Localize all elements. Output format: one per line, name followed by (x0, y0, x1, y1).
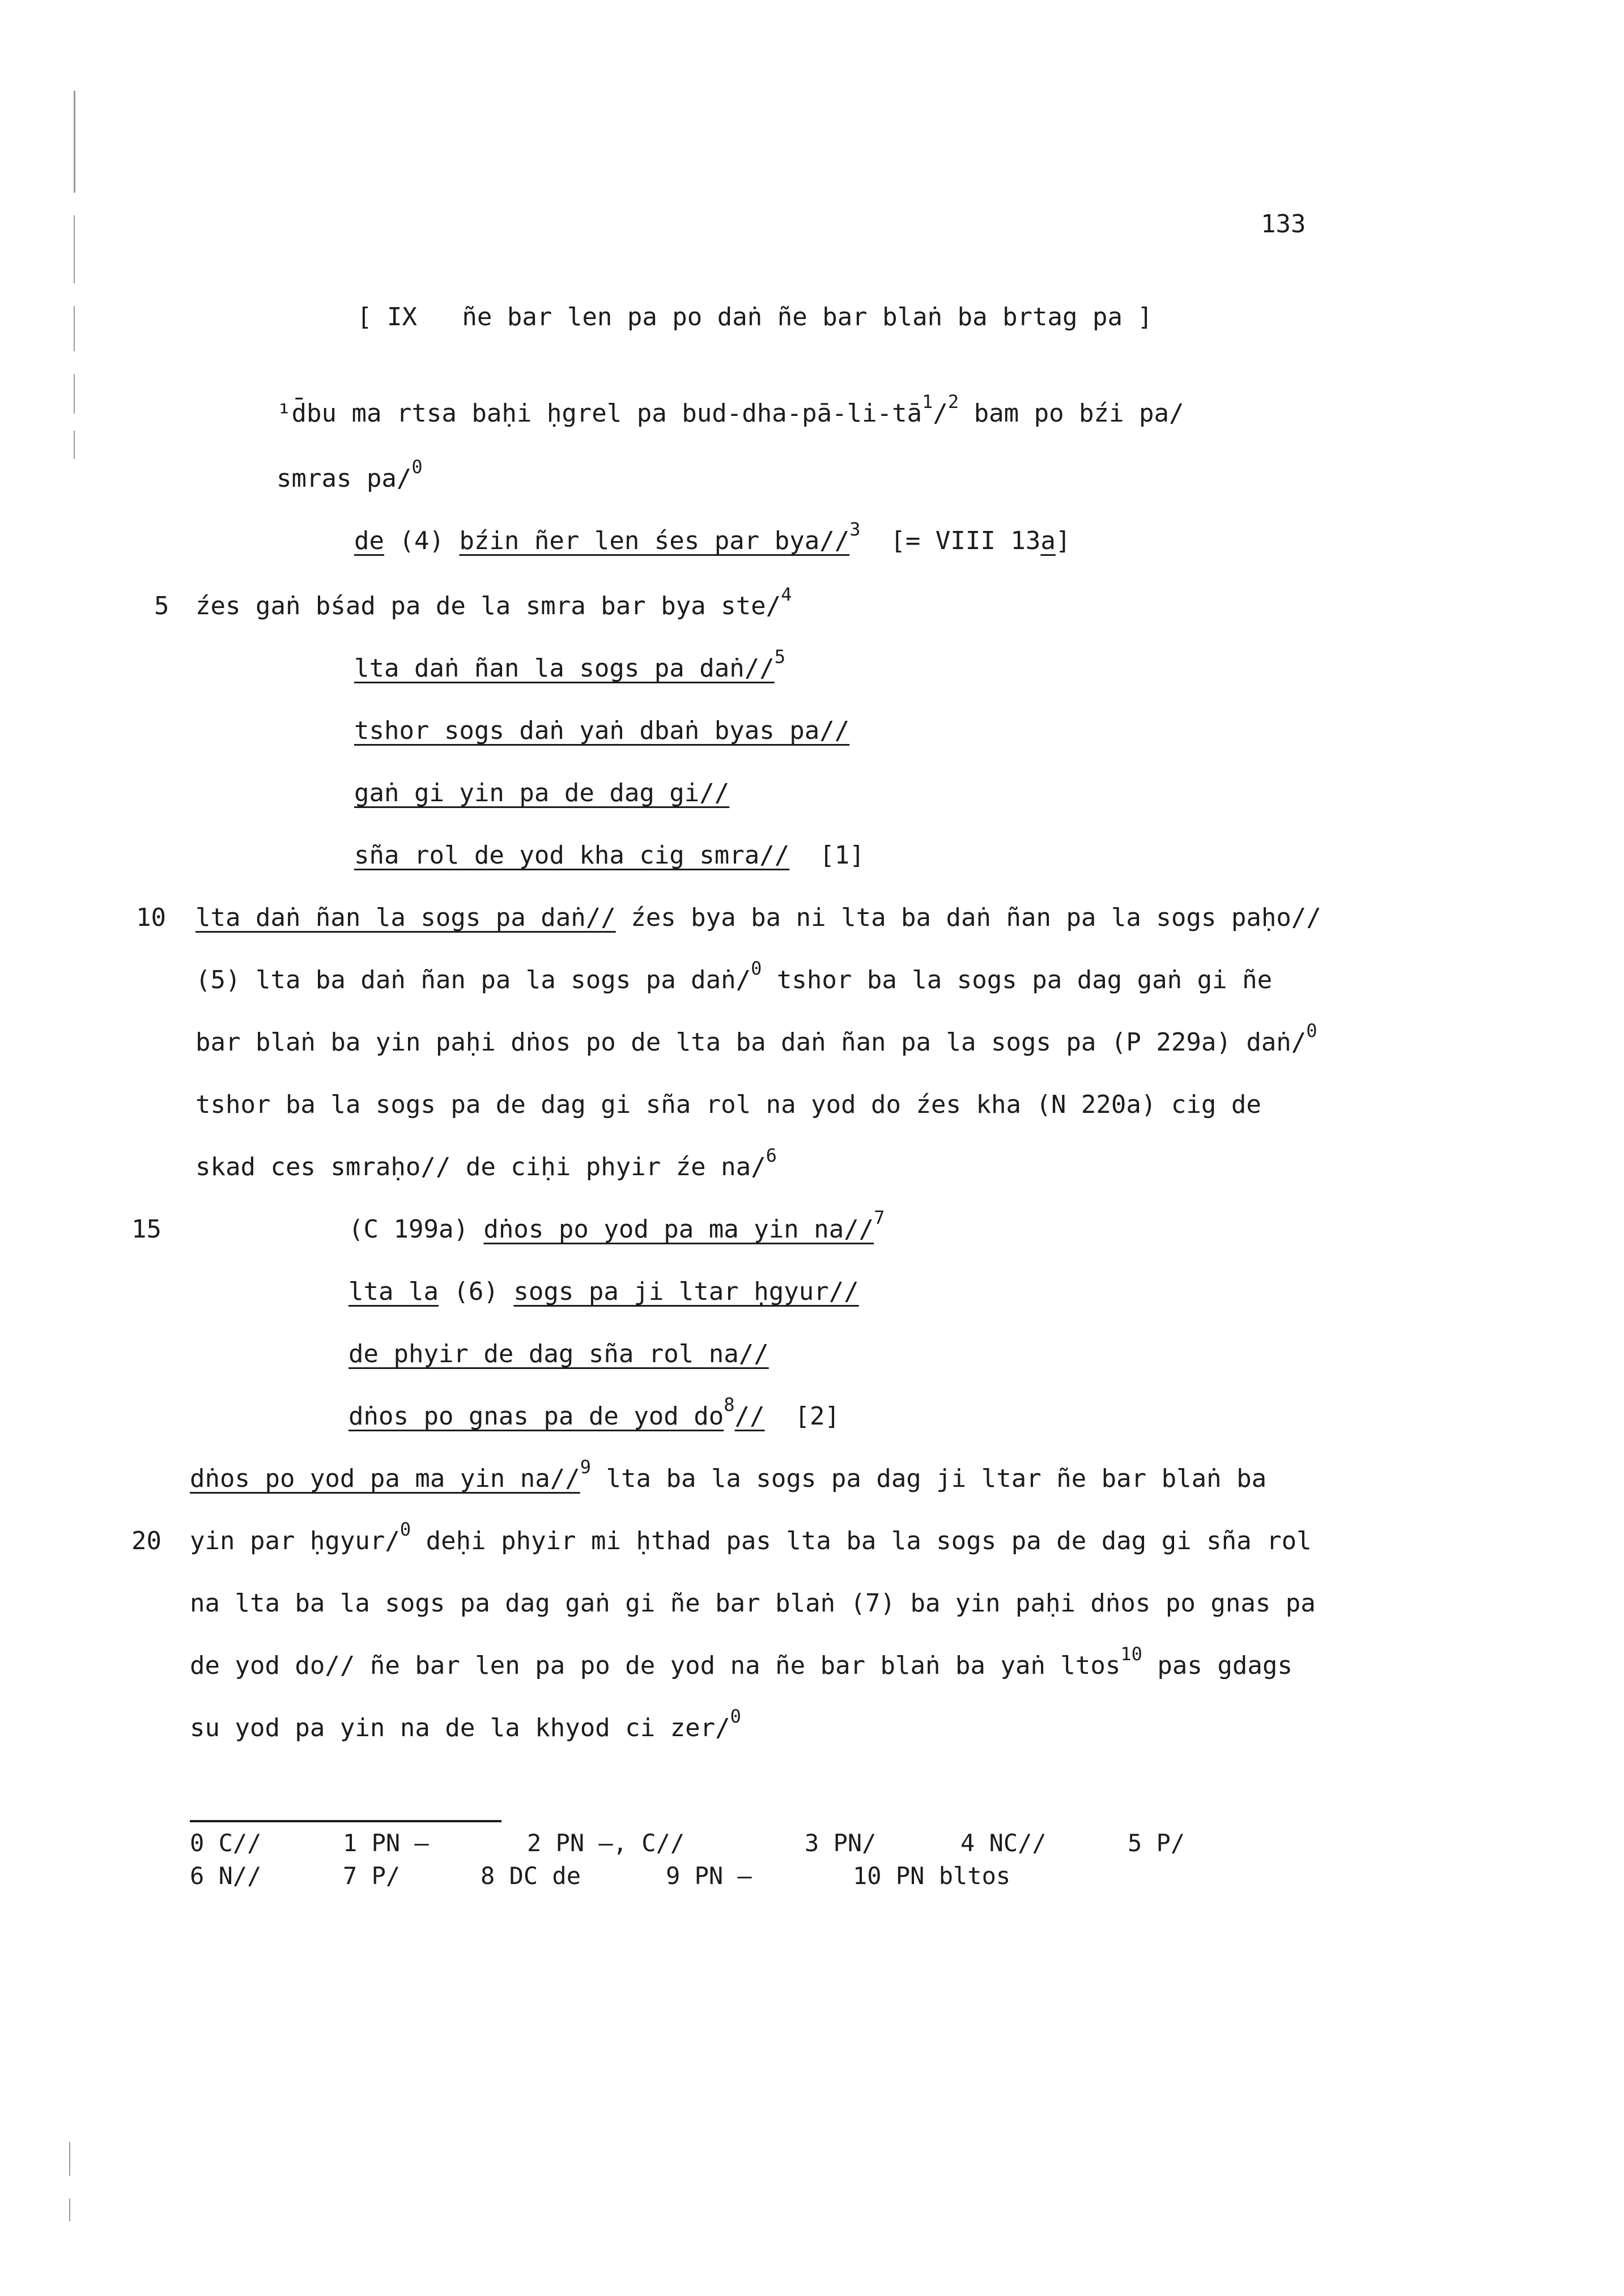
commentary-text: bar blaṅ ba yin paḥi dṅos po de lta ba daṅ ñan pa la sogs pa (P 229a) daṅ/ (195, 1028, 1307, 1057)
footnote-4: 4 NC// (960, 1829, 1047, 1857)
commentary-text: deḥi phyir mi ḥthad pas lta ba la sogs pa de dag gi sña rol (411, 1527, 1312, 1555)
text-line-22 (190, 1643, 1293, 1685)
note-ref: 0 (399, 1519, 411, 1540)
verse-number: [2] (764, 1402, 840, 1431)
verse-line-16 (348, 1275, 859, 1309)
text-line-2-text: smras pa/ (277, 464, 412, 493)
scan-artifact (74, 306, 75, 351)
text-line-13: tshor ba la sogs pa de dag gi sña rol na yod do źes kha (N 220a) cig de (195, 1090, 1261, 1119)
note-ref: 0 (1306, 1020, 1317, 1041)
scan-artifact (69, 2199, 70, 2221)
cross-ref: [= VIII 13 (860, 526, 1041, 555)
note-ref: 0 (751, 958, 762, 979)
verse-line-6 (354, 646, 785, 687)
verse-line-8 (354, 776, 729, 810)
verse-line-3 (354, 518, 1071, 560)
verse-text-underlined: dṅos po gnas pa de yod do (348, 1402, 724, 1431)
verse-number: [1] (789, 841, 865, 870)
commentary-text: skad ces smraḥo// de ciḥi phyir źe na/ (195, 1153, 766, 1181)
commentary-text: źes bya ba ni lta ba daṅ ñan pa la sogs paḥo// (615, 903, 1321, 932)
commentary-text: (5) lta ba daṅ ñan pa la sogs pa daṅ/ (195, 966, 751, 994)
section-heading: [ IX ñe bar len pa po daṅ ñe bar blaṅ ba brtag pa ] (357, 303, 1153, 331)
folio-ref: (4) (384, 526, 460, 555)
footnote-2: 2 PN —, C// (527, 1829, 685, 1857)
note-ref: 2 (947, 391, 959, 413)
verse-text-underlined: de phyir de dag sña rol na// (348, 1340, 769, 1368)
text-line-5 (195, 584, 792, 625)
verse-line-9 (354, 839, 865, 873)
note-ref: 10 (1120, 1643, 1142, 1665)
note-ref: 0 (730, 1706, 741, 1727)
scan-artifact (69, 2142, 70, 2176)
scan-artifact (74, 215, 75, 283)
footnote-0: 0 C// (190, 1829, 262, 1857)
footnote-5: 5 P/ (1128, 1829, 1185, 1857)
footnote-6: 6 N// (190, 1862, 262, 1890)
verse-text-underlined: lta daṅ ñan la sogs pa daṅ// (195, 903, 616, 932)
text-line-21: na lta ba la sogs pa dag gaṅ gi ñe bar blaṅ (7) ba yin paḥi dṅos po gnas pa (190, 1589, 1316, 1618)
note-ref: 4 (781, 584, 792, 605)
note-ref: 7 (874, 1207, 885, 1228)
commentary-text: lta ba la sogs pa dag ji ltar ñe bar blaṅ ba (591, 1464, 1267, 1493)
verse-text-underlined: sogs pa ji ltar ḥgyur// (513, 1277, 859, 1306)
cross-ref-close: ] (1055, 526, 1071, 555)
text-line-12 (195, 1020, 1317, 1061)
commentary-text: yin par ḥgyur/ (190, 1527, 400, 1555)
verse-text-underlined: lta la (348, 1277, 439, 1306)
text-line-11 (195, 958, 1273, 999)
verse-text-underlined: de (354, 526, 384, 555)
verse-text-underlined: lta daṅ ñan la sogs pa daṅ// (354, 654, 775, 683)
verse-line-17 (348, 1337, 769, 1371)
footnote-1: 1 PN — (343, 1829, 429, 1857)
verse-text-underlined: dṅos po yod pa ma yin na// (190, 1464, 580, 1493)
verse-text-underlined: // (734, 1402, 765, 1431)
text-line-10 (195, 901, 1321, 935)
note-ref: 5 (774, 646, 785, 667)
text-line-20 (190, 1519, 1312, 1560)
verse-text-underlined: sña rol de yod kha cig smra// (354, 841, 790, 870)
scan-artifact (74, 374, 75, 414)
cross-ref-letter: a (1040, 526, 1056, 555)
note-ref: 8 (724, 1394, 735, 1415)
footnote-10: 10 PN bltos (853, 1862, 1011, 1890)
commentary-text: su yod pa yin na de la khyod ci zer/ (190, 1714, 730, 1742)
footnote-divider (190, 1820, 501, 1822)
verse-text-underlined: gaṅ gi yin pa de dag gi// (354, 779, 730, 807)
commentary-text: de yod do// ñe bar len pa po de yod na ñe bar blaṅ ba yaṅ ltos (190, 1651, 1121, 1680)
line-number-15: 15 (131, 1215, 161, 1244)
folio-ref: (C 199a) (348, 1215, 484, 1244)
note-ref: 9 (580, 1456, 592, 1478)
line-number-10: 10 (136, 903, 166, 932)
verse-text-underlined: tshor sogs daṅ yaṅ dbaṅ byas pa// (354, 716, 850, 745)
verse-text-underlined: dṅos po yod pa ma yin na// (483, 1215, 874, 1244)
text-line-14 (195, 1145, 777, 1186)
note-ref: 3 (849, 518, 861, 540)
note-ref: 0 (411, 456, 423, 478)
footnote-3: 3 PN/ (805, 1829, 877, 1857)
text-line-1-part-b: / (933, 399, 948, 428)
verse-line-7 (354, 714, 849, 748)
text-line-5-text: źes gaṅ bśad pa de la smra bar bya ste/ (195, 592, 781, 620)
footnote-8: 8 DC de (481, 1862, 581, 1890)
text-line-19 (190, 1456, 1267, 1498)
footnote-9: 9 PN — (666, 1862, 752, 1890)
verse-line-15 (348, 1207, 885, 1248)
commentary-text: pas gdags (1142, 1651, 1293, 1680)
line-number-20: 20 (131, 1527, 161, 1555)
text-line-2 (277, 456, 423, 498)
text-line-23 (190, 1706, 741, 1747)
line-number-5: 5 (154, 592, 169, 620)
text-line-1-part-c: bam po bźi pa/ (959, 399, 1184, 428)
verse-line-18 (348, 1394, 840, 1435)
text-line-1 (277, 391, 1184, 432)
verse-text-underlined: bźin ñer len śes par bya// (459, 526, 850, 555)
footnote-7: 7 P/ (343, 1862, 401, 1890)
folio-ref: (6) (438, 1277, 514, 1306)
note-ref: 1 (922, 391, 933, 413)
scan-artifact (74, 91, 75, 193)
scan-artifact (74, 431, 75, 459)
note-ref: 6 (766, 1145, 777, 1166)
page-number: 133 (1261, 210, 1306, 239)
text-line-1-part-a: ¹d̄bu ma rtsa baḥi ḥgrel pa bud-dha-pā-li-tā (277, 399, 922, 428)
commentary-text: tshor ba la sogs pa dag gaṅ gi ñe (762, 966, 1273, 994)
